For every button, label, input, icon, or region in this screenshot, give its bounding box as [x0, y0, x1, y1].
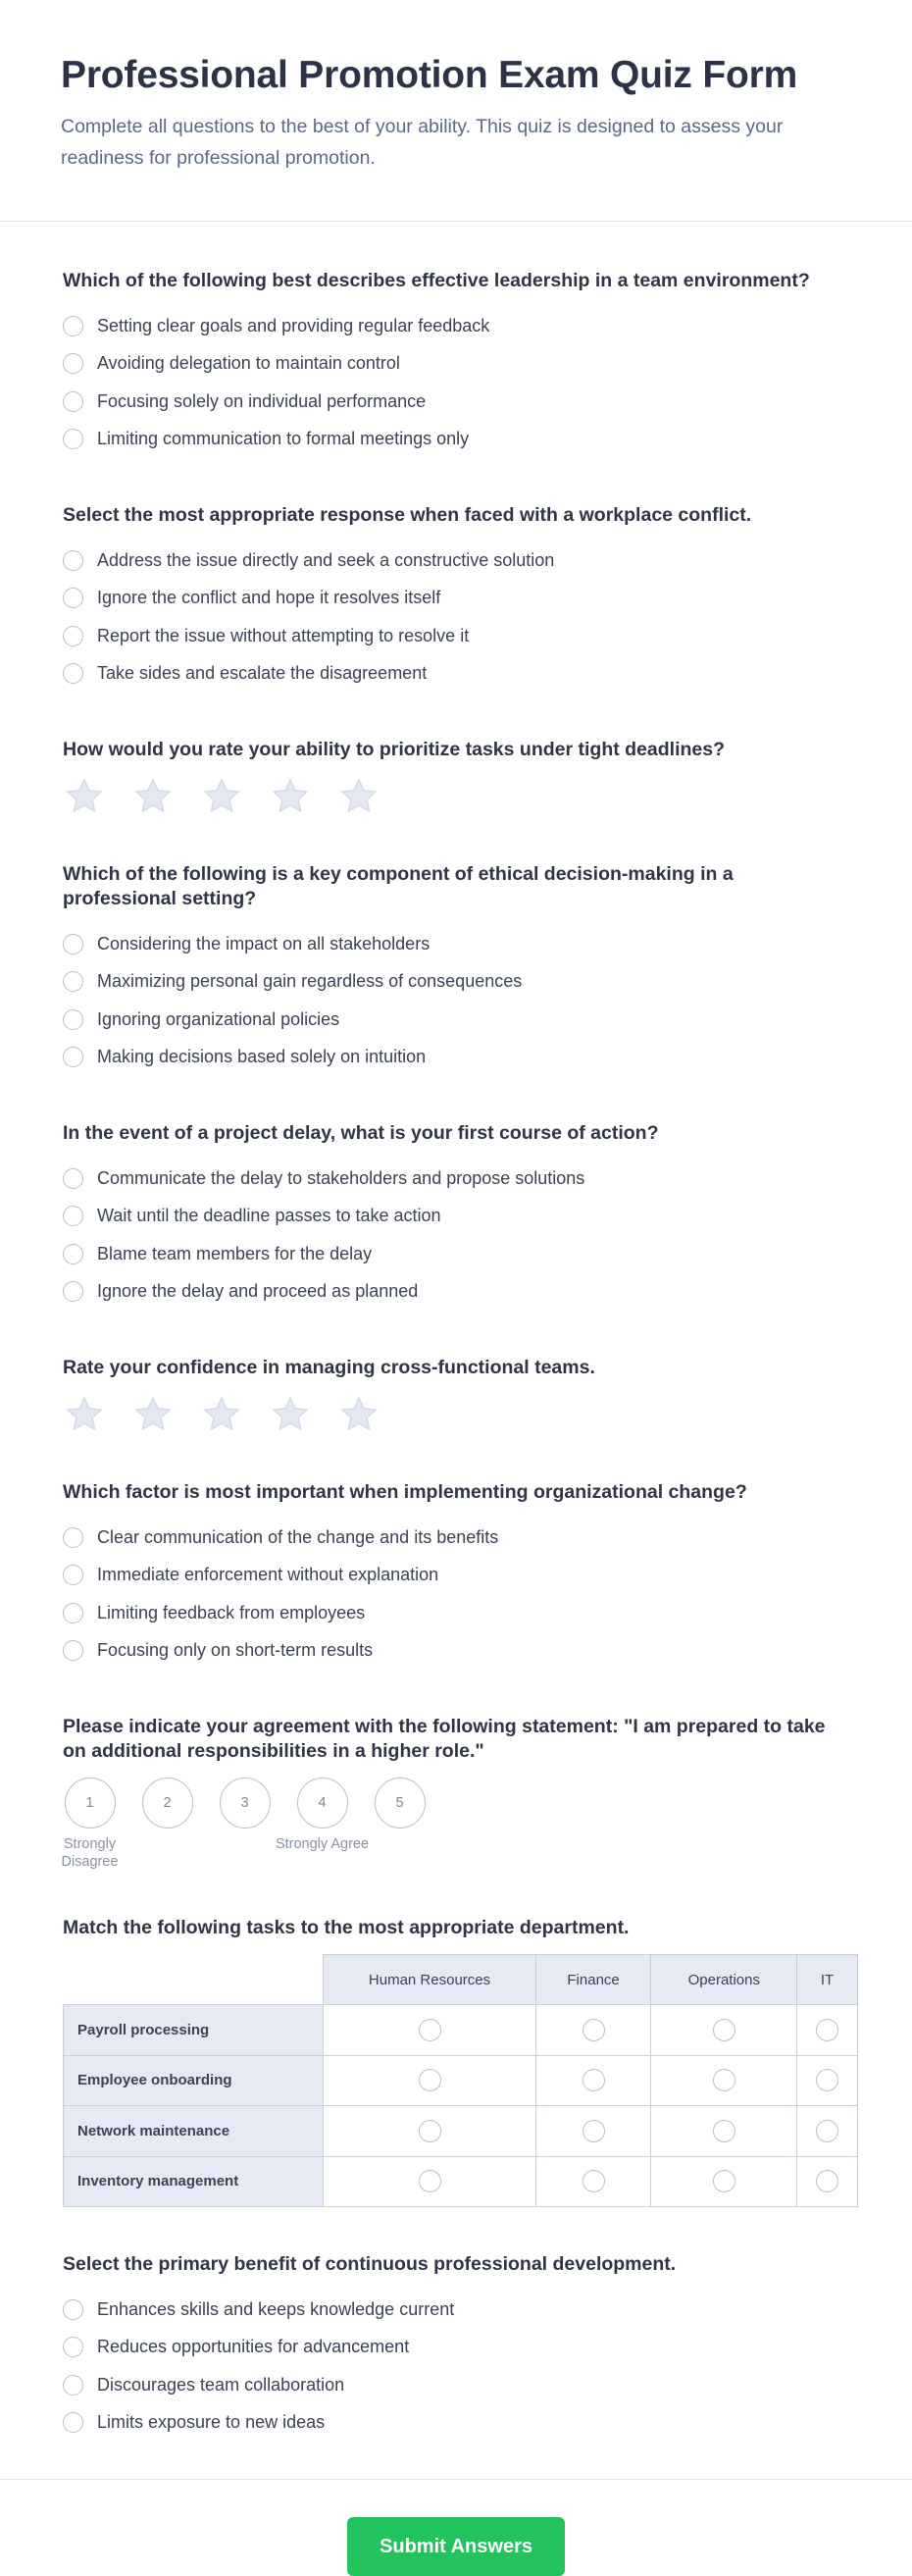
radio-option[interactable]	[63, 383, 858, 421]
matrix-row	[64, 2005, 858, 2056]
option-label: Blame team members for the delay	[97, 1243, 373, 1263]
radio-option[interactable]	[63, 2404, 858, 2443]
question-1	[63, 269, 858, 458]
radio-button[interactable]	[583, 2120, 605, 2142]
star-icon[interactable]	[269, 776, 312, 817]
radio-option[interactable]	[63, 1519, 858, 1557]
radio-option[interactable]	[63, 541, 858, 580]
radio-button[interactable]	[63, 1281, 83, 1302]
question-2	[63, 503, 858, 693]
question-6	[63, 1356, 858, 1435]
option-label: Maximizing personal gain regardless of consequences	[97, 971, 523, 992]
radio-button[interactable]	[713, 2120, 735, 2142]
matrix-row-label: Employee onboarding	[64, 2055, 324, 2106]
option-label: Limiting communication to formal meetings only	[97, 429, 470, 449]
radio-button[interactable]	[63, 626, 83, 646]
option-label: Immediate enforcement without explanation	[97, 1565, 439, 1585]
radio-option[interactable]	[63, 307, 858, 345]
radio-button[interactable]	[713, 2170, 735, 2192]
radio-option[interactable]	[63, 1632, 858, 1671]
matching-matrix	[63, 1954, 858, 2207]
question-title: Which factor is most important when implementing organizational change?	[63, 1481, 747, 1503]
radio-option[interactable]	[63, 421, 858, 459]
radio-button[interactable]	[63, 1603, 83, 1623]
radio-option[interactable]	[63, 1235, 858, 1273]
agreement-scale	[63, 1777, 858, 1871]
radio-button[interactable]	[63, 1244, 83, 1264]
scale-option[interactable]: 1	[65, 1777, 116, 1829]
question-title: Which of the following is a key component of ethical decision-making in a professional setting?	[63, 863, 734, 909]
option-label: Focusing solely on individual performance	[97, 390, 427, 411]
radio-button[interactable]	[816, 2120, 838, 2142]
star-icon[interactable]	[131, 1394, 175, 1435]
matrix-column-header: Operations	[651, 1955, 797, 2005]
matrix-column-header: IT	[797, 1955, 858, 2005]
option-label: Clear communication of the change and its benefits	[97, 1526, 499, 1547]
star-icon[interactable]	[200, 776, 243, 817]
matrix-row-label: Inventory management	[64, 2156, 324, 2207]
option-label: Report the issue without attempting to resolve it	[97, 625, 470, 645]
radio-option[interactable]	[63, 1198, 858, 1236]
scale-high-label: Strongly Agree	[275, 1836, 370, 1852]
scale-option[interactable]: 4	[297, 1777, 348, 1829]
radio-button[interactable]	[816, 2019, 838, 2041]
option-label: Communicate the delay to stakeholders and propose solutions	[97, 1167, 585, 1188]
star-rating	[63, 776, 858, 817]
question-title: Which of the following best describes effective leadership in a team environment?	[63, 270, 810, 291]
star-icon[interactable]	[337, 1394, 380, 1435]
option-label: Setting clear goals and providing regular feedback	[97, 315, 490, 335]
matrix-row	[64, 2055, 858, 2106]
radio-button[interactable]	[63, 1565, 83, 1585]
option-label: Take sides and escalate the disagreement	[97, 663, 428, 684]
submit-button[interactable]: Submit Answers	[347, 2517, 565, 2576]
radio-option[interactable]	[63, 1557, 858, 1595]
option-label: Making decisions based solely on intuition	[97, 1047, 427, 1067]
page-description: Complete all questions to the best of your ability. This quiz is designed to assess your readiness for professional promotion.	[61, 116, 784, 169]
scale-option[interactable]: 5	[375, 1777, 426, 1829]
radio-button[interactable]	[419, 2069, 441, 2091]
option-label: Reduces opportunities for advancement	[97, 2337, 410, 2357]
radio-button[interactable]	[419, 2170, 441, 2192]
question-8	[63, 1715, 858, 1871]
radio-option[interactable]	[63, 1273, 858, 1312]
radio-button[interactable]	[63, 1047, 83, 1067]
radio-option[interactable]	[63, 2366, 858, 2404]
question-10	[63, 2252, 858, 2442]
option-label: Enhances skills and keeps knowledge current	[97, 2298, 455, 2319]
option-label: Ignore the conflict and hope it resolves itself	[97, 588, 441, 608]
radio-button[interactable]	[63, 353, 83, 374]
radio-button[interactable]	[63, 550, 83, 571]
scale-option[interactable]: 2	[142, 1777, 193, 1829]
radio-option[interactable]	[63, 2291, 858, 2329]
star-icon[interactable]	[269, 1394, 312, 1435]
option-label: Focusing only on short-term results	[97, 1640, 374, 1661]
radio-button[interactable]	[63, 1206, 83, 1226]
questions-list	[0, 269, 912, 2442]
question-4	[63, 862, 858, 1076]
star-rating	[63, 1394, 858, 1435]
option-label: Wait until the deadline passes to take action	[97, 1206, 441, 1226]
option-label: Discourages team collaboration	[97, 2374, 345, 2395]
radio-option[interactable]	[63, 1001, 858, 1039]
radio-option[interactable]	[63, 617, 858, 655]
matrix-row-label: Payroll processing	[64, 2005, 324, 2056]
scale-item	[63, 1777, 117, 1871]
question-title: How would you rate your ability to prioritize tasks under tight deadlines?	[63, 739, 725, 760]
radio-button[interactable]	[63, 934, 83, 954]
radio-option[interactable]	[63, 963, 858, 1002]
matrix-row-label: Network maintenance	[64, 2106, 324, 2157]
scale-item	[275, 1777, 370, 1871]
scale-option[interactable]: 3	[220, 1777, 271, 1829]
radio-option[interactable]	[63, 1039, 858, 1077]
radio-button[interactable]	[63, 971, 83, 992]
question-9	[63, 1916, 858, 2207]
question-title: Select the most appropriate response when faced with a workplace conflict.	[63, 504, 752, 526]
star-icon[interactable]	[200, 1394, 243, 1435]
form-footer	[0, 2479, 912, 2576]
radio-button[interactable]	[816, 2170, 838, 2192]
radio-button[interactable]	[713, 2069, 735, 2091]
radio-option[interactable]	[63, 1159, 858, 1198]
radio-button[interactable]	[63, 2375, 83, 2396]
question-title: Select the primary benefit of continuous professional development.	[63, 2253, 677, 2275]
radio-button[interactable]	[63, 2412, 83, 2433]
radio-button[interactable]	[63, 2299, 83, 2320]
option-label: Avoiding delegation to maintain control	[97, 353, 400, 374]
question-title: In the event of a project delay, what is your first course of action?	[63, 1122, 659, 1144]
matrix-column-header: Human Resources	[324, 1955, 535, 2005]
scale-low-label: Strongly Disagree	[61, 1836, 119, 1870]
star-icon[interactable]	[337, 776, 380, 817]
radio-button[interactable]	[816, 2069, 838, 2091]
radio-button[interactable]	[63, 391, 83, 412]
radio-option[interactable]	[63, 2329, 858, 2367]
option-label: Ignore the delay and proceed as planned	[97, 1281, 419, 1302]
matrix-row	[64, 2106, 858, 2157]
radio-button[interactable]	[63, 1640, 83, 1661]
radio-option[interactable]	[63, 345, 858, 384]
radio-button[interactable]	[713, 2019, 735, 2041]
radio-button[interactable]	[63, 1009, 83, 1030]
scale-item	[218, 1777, 272, 1871]
question-title: Match the following tasks to the most appropriate department.	[63, 1917, 630, 1938]
question-title: Please indicate your agreement with the following statement: "I am prepared to take on additional responsibilities in a higher role."	[63, 1716, 826, 1762]
option-label: Ignoring organizational policies	[97, 1008, 340, 1029]
star-icon[interactable]	[131, 776, 175, 817]
radio-option[interactable]	[63, 655, 858, 694]
option-label: Limits exposure to new ideas	[97, 2412, 326, 2433]
question-5	[63, 1121, 858, 1311]
radio-button[interactable]	[63, 2337, 83, 2357]
star-icon[interactable]	[63, 776, 106, 817]
matrix-corner	[64, 1955, 324, 2005]
scale-item	[140, 1777, 194, 1871]
star-icon[interactable]	[63, 1394, 106, 1435]
matrix-column-header: Finance	[535, 1955, 651, 2005]
radio-button[interactable]	[63, 663, 83, 684]
radio-option[interactable]	[63, 1594, 858, 1632]
page-title: Professional Promotion Exam Quiz Form	[61, 54, 798, 96]
option-label: Address the issue directly and seek a constructive solution	[97, 549, 555, 570]
matrix-row	[64, 2156, 858, 2207]
radio-button[interactable]	[583, 2019, 605, 2041]
radio-button[interactable]	[63, 1527, 83, 1548]
radio-button[interactable]	[583, 2170, 605, 2192]
question-title: Rate your confidence in managing cross-functional teams.	[63, 1357, 595, 1378]
radio-button[interactable]	[583, 2069, 605, 2091]
option-label: Limiting feedback from employees	[97, 1602, 366, 1623]
radio-button[interactable]	[63, 588, 83, 608]
radio-button[interactable]	[63, 316, 83, 336]
radio-option[interactable]	[63, 925, 858, 963]
option-label: Considering the impact on all stakeholders	[97, 933, 431, 953]
radio-option[interactable]	[63, 580, 858, 618]
radio-button[interactable]	[63, 429, 83, 449]
form-header	[0, 0, 912, 222]
scale-item	[373, 1777, 427, 1871]
radio-button[interactable]	[419, 2019, 441, 2041]
radio-button[interactable]	[63, 1168, 83, 1189]
question-7	[63, 1480, 858, 1670]
radio-button[interactable]	[419, 2120, 441, 2142]
question-3	[63, 738, 858, 817]
